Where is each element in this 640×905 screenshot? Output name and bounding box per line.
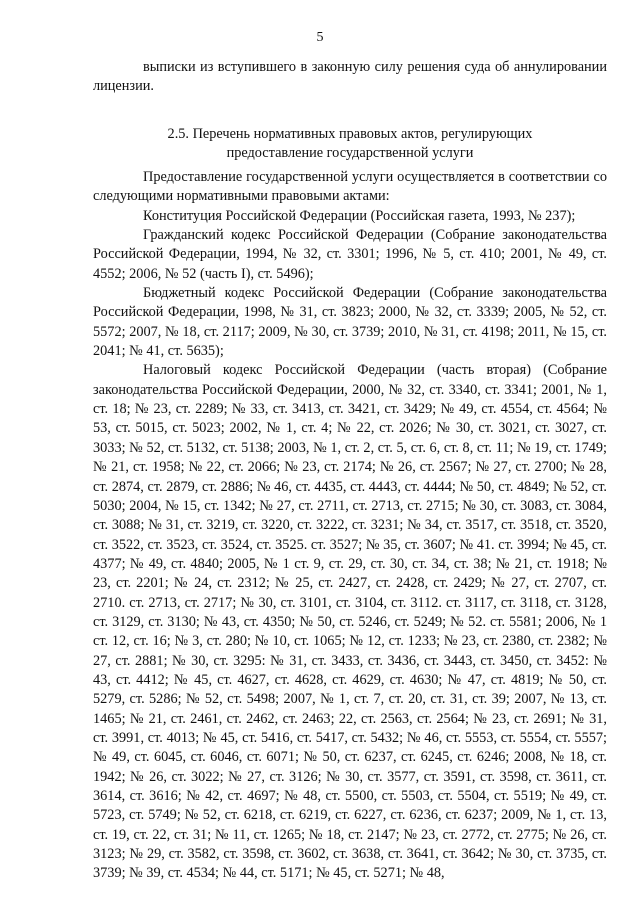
paragraph-tax-code: Налоговый кодекс Российской Федерации (часть вторая) (Собрание законодательства Российской Федерации, 2000, № 32, ст. 3340, ст. 3341; 2001, № 1, ст. 18; № 23, ст. 2289; № 33, ст. 3413, ст. 3421, ст. 3429; № 49, ст. 4554, ст. 4564; № 53, ст. 5015, ст. 5023; 2002, № 1, ст. 4; № 22, ст. 2026; № 30, ст. 3021, ст. 3027, ст. 3033; № 52, ст. 5132, ст. 5138; 2003, № 1, ст. 2, ст. 5, ст. 6, ст. 8, ст. 11; № 19, ст. 1749; № 21, ст. 1958; № 22, ст. 2066; № 23, ст. 2174; № 26, ст. 2567; № 27, ст. 2700; № 28, ст. 2874, ст. 2879, ст. 2886; № 46, ст. 4435, ст. 4443, ст. 4444; № 50, ст. 4849; № 52, ст. 5030; 2004, № 15, ст. 1342; № 27, ст. 2711, ст. 2713, ст. 2715; № 30, ст. 3083, ст. 3084, ст. 3088; № 31, ст. 3219, ст. 3220, ст. 3222, ст. 3231; № 34, ст. 3517, ст. 3518, ст. 3520, ст. 3522, ст. 3523, ст. 3524, ст. 3525. ст. 3527; № 35, ст. 3607; № 41. ст. 3994; № 45, ст. 4377; № 49, ст. 4840; 2005, № 1 ст. 9, ст. 29, ст. 30, ст. 34, ст. 38; № 21, ст. 1918; № 23, ст. 2201; № 24, ст. 2312; № 25, ст. 2427, ст. 2428, ст. 2429; № 27, ст. 2707, ст. 2710. ст. 2713, ст. 2717; № 30, ст. 3101, ст. 3104, ст. 3112. ст. 3117, ст. 3118, ст. 3128, ст. 3129, ст. 3130; № 43, ст. 4350; № 50, ст. 5246, ст. 5249; № 52. ст. 5581; 2006, № 1 ст. 12, ст. 16; № 3, ст. 280; № 10, ст. 1065; № 12, ст. 1233; № 23, ст. 2380, ст. 2382; № 27, ст. 2881; № 30, ст. 3295: № 31, ст. 3433, ст. 3436, ст. 3443, ст. 3450, ст. 3452: № 43, ст. 4412; № 45, ст. 4627, ст. 4628, ст. 4629, ст. 4630; № 47, ст. 4819; № 50, ст. 5279, ст. 5286; № 52, ст. 5498; 2007, № 1, ст. 7, ст. 20, ст. 31, ст. 39; 2007, № 13, ст. 1465; № 21, ст. 2461, ст. 2462, ст. 2463; 22, ст. 2563, ст. 2564; № 23, ст. 2691; № 31, ст. 3991, ст. 4013; № 45, ст. 5416, ст. 5417, ст. 5432; № 46, ст. 5553, ст. 5554, ст. 5557; № 49, ст. 6045, ст. 6046, ст. 6071; № 50, ст. 6237, ст. 6245, ст. 6246; 2008, № 18, ст. 1942; № 26, ст. 3022; № 27, ст. 3126; № 30, ст. 3577, ст. 3591, ст. 3598, ст. 3611, ст. 3614, ст. 3616; № 42, ст. 4697; № 48, ст. 5500, ст. 5503, ст. 5504, ст. 5519; № 49, ст. 5723, ст. 5749; № 52, ст. 6218, ст. 6219, ст. 6227, ст. 6236, ст. 6237; 2009, № 1, ст. 13, ст. 19, ст. 22, ст. 31; № 11, ст. 1265; № 18, ст. 2147; № 23, ст. 2772, ст. 2775; № 26, ст. 3123; № 29, ст. 3582, ст. 3598, ст. 3602, ст. 3638, ст. 3641, ст. 3642; № 30, ст. 3735, ст. 3739; № 39, ст. 4534; № 44, ст. 5171; № 45, ст. 5271; № 48, [93, 362, 607, 882]
section-heading-line-1: 2.5. Перечень нормативных правовых актов, регулирующих [167, 126, 533, 142]
paragraph-intro: Предоставление государственной услуги осуществляется в соответствии со следующими нормативными правовыми актами: [93, 169, 607, 205]
section-body [93, 168, 607, 884]
paragraph-budget-code: Бюджетный кодекс Российской Федерации (Собрание законодательства Российской Федерации, 1998, № 31, ст. 3823; 2000, № 32, ст. 3339; 2005, № 52, ст. 5572; 2007, № 18, ст. 2117; 2009, № 30, ст. 3739; 2010, № 31, ст. 4198; 2011, № 15, ст. 2041; № 41, ст. 5635); [93, 285, 607, 360]
paragraph-constitution: Конституция Российской Федерации (Российская газета, 1993, № 237); [143, 207, 576, 224]
page-number: 5 [316, 30, 324, 45]
section-heading-line-2: предоставление государственной услуги [226, 145, 474, 161]
intro-continuation-block [93, 58, 607, 97]
section-heading [93, 125, 607, 163]
intro-continuation-paragraph: выписки из вступившего в законную силу решения суда об аннулировании лицензии. [93, 59, 607, 95]
paragraph-civil-code: Гражданский кодекс Российской Федерации (Собрание законодательства Российской Федерации, 1994, № 32, ст. 3301; 1996, № 5, ст. 410; 2001, № 49, ст. 4552; 2006, № 52 (часть I), ст. 5496); [93, 227, 607, 282]
